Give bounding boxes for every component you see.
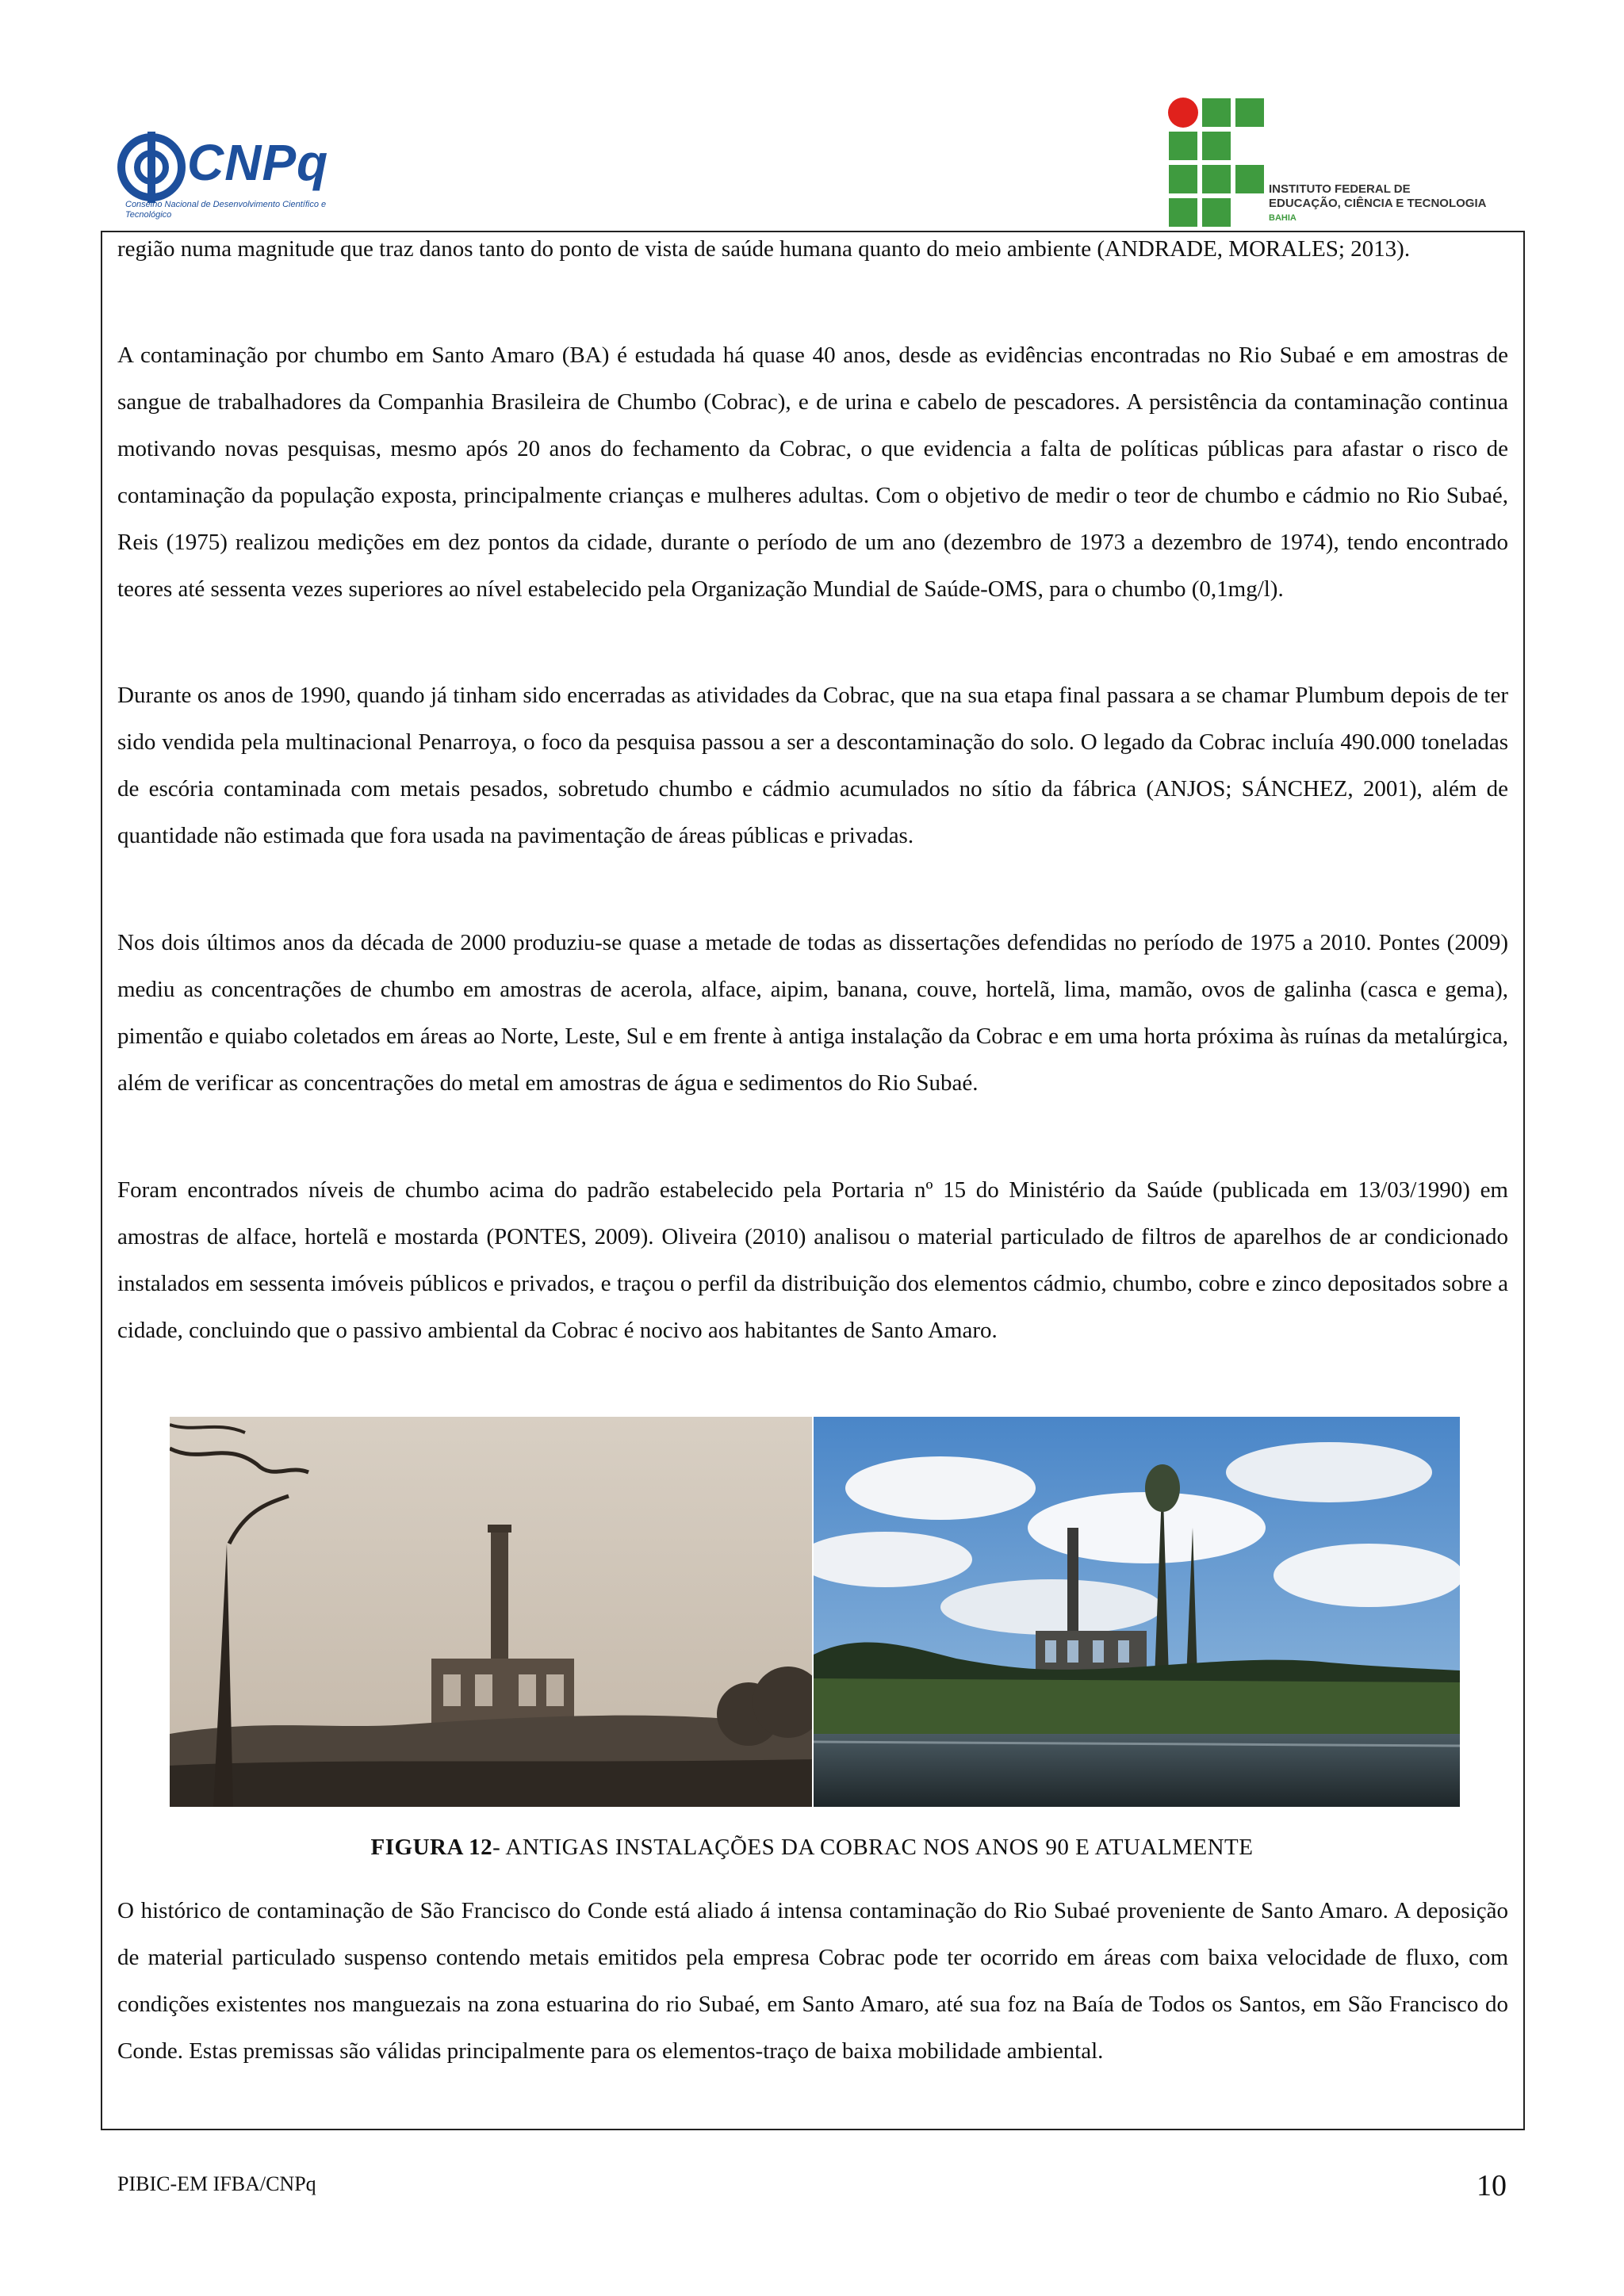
figure-photo-current (814, 1417, 1460, 1807)
figure-caption (0, 1831, 1624, 1863)
ifba-name (1269, 182, 1515, 225)
figure-caption-text: - ANTIGAS INSTALAÇÕES DA COBRAC NOS ANOS 90 E ATUALMENTE (492, 1835, 1254, 1860)
factory-ruins-sepia-image (170, 1417, 812, 1807)
paragraph-1: região numa magnitude que traz danos tanto do ponto de vista de saúde humana quanto do meio ambiente (ANDRADE, MORALES; 2013). (117, 236, 1411, 262)
page-number: 10 (1477, 2169, 1507, 2202)
paragraph-4: Nos dois últimos anos da década de 2000 produziu-se quase a metade de todas as dissertações defendidas no período de 1975 a 2010. Pontes (2009) mediu as concentrações de chumbo em amostras de acerola, alface, aipim, banana, couve, hortelã, lima, mamão, ovos de galinha (casca e gema), pimentão e quiabo coletados em áreas ao Norte, Leste, Sul e em frente à antiga instalação da Cobrac e em uma horta próxima às ruínas da metalúrgica, além de verificar as concentrações do metal em amostras de água e sedimentos do Rio Subaé. (117, 930, 1508, 1096)
cnpq-emblem-icon (116, 132, 187, 203)
factory-ruins-color-image (814, 1417, 1460, 1807)
figure-photo-1990s (170, 1417, 812, 1807)
paragraph-2: A contaminação por chumbo em Santo Amaro (BA) é estudada há quase 40 anos, desde as evidências encontradas no Rio Subaé e em amostras de sangue de trabalhadores da Companhia Brasileira de Chumbo (Cobrac), e de urina e cabelo de pescadores. A persistência da contaminação continua motivando novas pesquisas, mesmo após 20 anos do fechamento da Cobrac, o que evidencia a falta de políticas públicas para afastar o risco de contaminação da população exposta, principalmente crianças e mulheres adultas. Com o objetivo de medir o teor de chumbo e cádmio no Rio Subaé, Reis (1975) realizou medições em dez pontos da cidade, durante o período de um ano (dezembro de 1973 a dezembro de 1974), tendo encontrado teores até sessenta vezes superiores ao nível estabelecido pela Organização Mundial de Saúde-OMS, para o chumbo (0,1mg/l). (117, 342, 1508, 602)
paragraph-5: Foram encontrados níveis de chumbo acima do padrão estabelecido pela Portaria nº 15 do Ministério da Saúde (publicada em 13/03/1990) em amostras de alface, hortelã e mostarda (PONTES, 2009). Oliveira (2010) analisou o material particulado de filtros de aparelhos de ar condicionado instalados em sessenta imóveis públicos e privados, e traçou o perfil da distribuição dos elementos cádmio, chumbo, cobre e zinco depositados sobre a cidade, concluindo que o passivo ambiental da Cobrac é nocivo aos habitantes de Santo Amaro. (117, 1177, 1508, 1343)
cnpq-logo (116, 127, 354, 230)
cnpq-wordmark: CNPq (187, 134, 329, 191)
ifba-name-line2: EDUCAÇÃO, CIÊNCIA E TECNOLOGIA (1269, 197, 1487, 210)
paragraph-6: O histórico de contaminação de São Francisco do Conde está aliado á intensa contaminação do Rio Subaé proveniente de Santo Amaro. A deposição de material particulado suspenso contendo metais emitidos pela empresa Cobrac pode ter ocorrido em áreas com baixa velocidade de fluxo, com condições existentes nos manguezais na zona estuarina do rio Subaé, em Santo Amaro, até sua foz na Baía de Todos os Santos, em São Francisco do Conde. Estas premissas são válidas principalmente para os elementos-traço de baixa mobilidade ambiental. (117, 1898, 1508, 2064)
cnpq-subtitle: Conselho Nacional de Desenvolvimento Científico e Tecnológico (125, 200, 327, 220)
footer-program: PIBIC-EM IFBA/CNPq (117, 2172, 316, 2195)
paragraph-3: Durante os anos de 1990, quando já tinham sido encerradas as atividades da Cobrac, que na sua etapa final passara a se chamar Plumbum depois de ter sido vendida pela multinacional Penarroya, o foco da pesquisa passou a ser a descontaminação do solo. O legado da Cobrac incluía 490.000 toneladas de escória contaminada com metais pesados, sobretudo chumbo e cádmio acumulados no sítio da fábrica (ANJOS; SÁNCHEZ, 2001), além de quantidade não estimada que fora usada na pavimentação de áreas públicas e privadas. (117, 683, 1508, 848)
ifba-name-line3: BAHIA (1269, 213, 1297, 223)
ifba-name-line1: INSTITUTO FEDERAL DE (1269, 182, 1411, 196)
ifba-grid-icon (1167, 97, 1266, 232)
figure-label: FIGURA 12 (370, 1835, 493, 1860)
ifba-logo (1167, 97, 1516, 232)
